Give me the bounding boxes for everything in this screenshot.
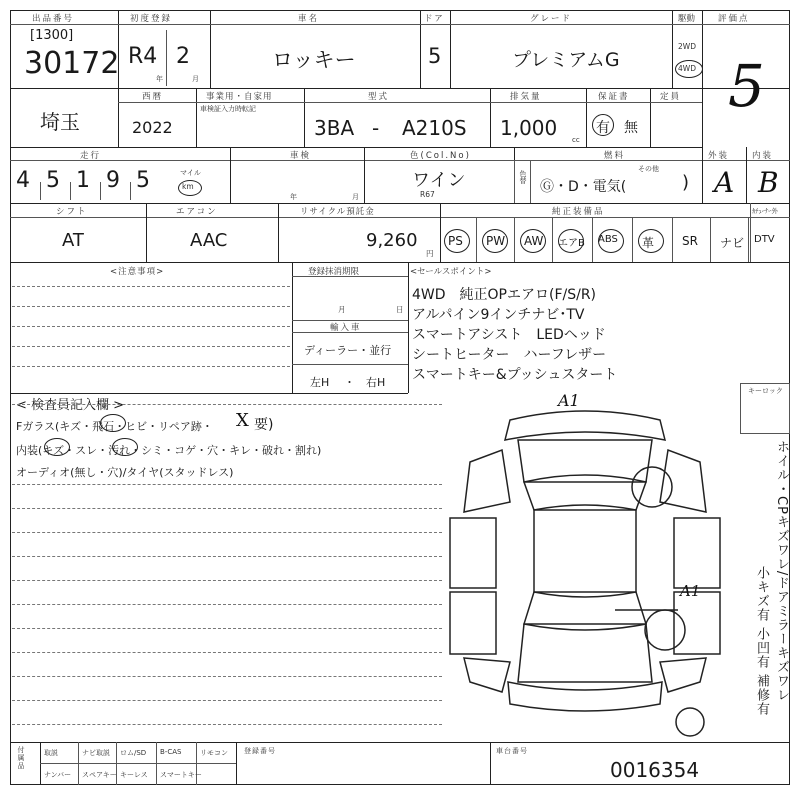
chassis-number: 0016354 [610, 758, 700, 782]
divider [702, 24, 790, 25]
divider [514, 160, 515, 203]
mileage-digit: 4 [16, 168, 30, 193]
left-front-fender [464, 450, 510, 512]
doors-label: ドア [424, 14, 445, 24]
divider [118, 102, 702, 103]
glass-stone-circle [100, 414, 126, 432]
accessory-cell: 取説 [44, 749, 58, 757]
tailgate [518, 624, 652, 682]
grade-value: プレミアムG [512, 49, 620, 71]
divider [408, 262, 409, 393]
yen-unit: 円 [426, 249, 434, 258]
drive-2wd: 2WD [678, 42, 696, 51]
divider [632, 217, 633, 262]
divider [10, 203, 790, 204]
grade-label: グレード [530, 14, 573, 24]
deadline-day-unit: 日 [396, 305, 404, 314]
year-label: 西暦 [142, 92, 164, 102]
dealer-parallel: ディーラー・並行 [304, 344, 392, 357]
accessory-cell: スマートキー [160, 771, 202, 779]
unit-mile: マイル [180, 169, 201, 177]
caution-line [12, 346, 290, 347]
divider [672, 10, 673, 88]
divider [514, 217, 515, 262]
ac-label: エアコン [176, 207, 218, 217]
accessory-cell: ロム/SD [120, 749, 147, 757]
divider [490, 88, 491, 147]
caution-label: <注意事項> [110, 267, 165, 277]
caution-line [12, 326, 290, 327]
color-code: R67 [420, 190, 435, 199]
divider [586, 88, 587, 147]
right-rear-door [674, 592, 720, 654]
divider [10, 217, 790, 218]
right-front-door [674, 518, 720, 588]
car-diagram [440, 392, 730, 742]
damage-mark-right: A1 [680, 582, 701, 600]
glass-mark: X [236, 410, 249, 431]
color-name: ワイン [412, 170, 466, 191]
divider [10, 24, 702, 25]
inspection-label: 車検 [290, 151, 312, 161]
inspection-year-unit: 年 [290, 193, 297, 201]
model-year: 2022 [132, 118, 173, 137]
deadline-month-unit: 月 [338, 305, 346, 314]
sales-point: シートヒーター ハーフレザー [412, 347, 607, 363]
evaluation-score: 5 [728, 52, 765, 120]
separator-dot: ・ [344, 376, 355, 389]
inspector-line [12, 580, 442, 581]
mileage-digit: 9 [106, 168, 120, 193]
inspector-line [12, 532, 442, 533]
divider [118, 88, 119, 147]
reg-no-label: 登録番号 [244, 747, 276, 755]
exterior-grade: A [714, 166, 735, 199]
color-label: 色(Col.No) [410, 151, 471, 161]
shift-label: シフト [56, 207, 88, 217]
fuel-options: Ⓖ・D・電気( [540, 179, 627, 195]
divider [40, 182, 41, 200]
equipment-item: PW [486, 234, 506, 248]
displacement: 1,000 [500, 116, 558, 140]
inspector-line [12, 724, 442, 725]
right-hand: 右H [366, 376, 386, 389]
model-name: ロッキー [272, 48, 356, 72]
divider [490, 742, 491, 785]
inspector-line [12, 404, 442, 405]
divider [278, 203, 279, 262]
ac-value: AAC [190, 230, 228, 251]
front-bumper [505, 411, 665, 440]
interior-stain-circle [112, 438, 138, 456]
divider [702, 147, 703, 203]
ownership-label: 事業用・自家用 [206, 92, 273, 102]
era-year: R4 [128, 44, 158, 69]
accessories-label: 付属品 [17, 746, 25, 770]
warranty-no: 無 [624, 120, 638, 136]
cc-unit: cc [572, 136, 580, 144]
divider [196, 88, 197, 147]
divider [476, 217, 477, 262]
divider [10, 88, 790, 89]
divider [440, 203, 441, 262]
divider [146, 203, 147, 262]
model-label: 車名 [298, 14, 320, 24]
right-front-fender [660, 450, 706, 512]
right-rear-quarter [660, 658, 706, 692]
divider [304, 88, 305, 147]
windshield [524, 475, 646, 510]
divider [364, 147, 365, 203]
capacity-label: 定員 [660, 92, 682, 102]
divider [236, 742, 237, 785]
interior-note: 内装(キズ・スレ・汚れ・シミ・コゲ・穴・キレ・破れ・割れ) [16, 444, 322, 457]
inspector-line [12, 700, 442, 701]
inspector-line [12, 652, 442, 653]
divider [672, 217, 673, 262]
color-change-label: 色替 [519, 170, 527, 184]
divider [292, 364, 408, 365]
sales-point: アルパイン9インチナビ･TV [412, 307, 585, 323]
model-code: A210S [402, 116, 467, 140]
fuel-label: 燃料 [604, 151, 626, 161]
divider [530, 160, 531, 203]
region: 埼玉 [40, 110, 80, 134]
accessory-cell: ナンバー [44, 771, 72, 779]
glass-note: Fガラス(キズ・飛石・ヒビ・リペア跡・ [16, 420, 213, 433]
damage-mark-front: A1 [558, 392, 580, 410]
equipment-item: PS [448, 234, 463, 248]
import-label: 輸入車 [330, 323, 362, 333]
rear-right-wheel [645, 610, 685, 650]
divider [10, 742, 790, 743]
rear-bumper [508, 682, 662, 711]
equipment-item: エアB [558, 238, 585, 249]
accessory-cell: リモコン [200, 749, 228, 757]
divider [210, 10, 211, 88]
type-prefix: 3BA [314, 116, 355, 140]
divider [450, 10, 451, 88]
displacement-label: 排気量 [510, 92, 542, 102]
shift-value: AT [62, 230, 84, 251]
sales-point: 4WD 純正OPエアロ(F/S/R) [412, 287, 597, 303]
inspector-line [12, 556, 442, 557]
door-count: 5 [428, 44, 442, 68]
sales-points-label: <セールスポイント> [410, 267, 492, 277]
equipment-item: ABS [598, 234, 618, 245]
warranty-yes: 有 [596, 120, 610, 136]
drive-label: 駆動 [678, 14, 696, 24]
recycle-amount: 9,260 [366, 230, 418, 251]
roof [534, 510, 636, 592]
equipment-label: 純正装備品 [552, 207, 605, 217]
divider [746, 147, 747, 203]
month-unit: 月 [192, 75, 199, 83]
recycle-label: リサイクル預託金 [300, 207, 375, 217]
interior-label: 内装 [752, 151, 774, 161]
divider [710, 217, 711, 262]
inspector-line [12, 484, 442, 485]
mileage-digit: 5 [136, 168, 150, 193]
accessory-cell: スペアキー [82, 771, 117, 779]
mileage-label: 走行 [80, 151, 102, 161]
mileage-digit: 5 [46, 168, 60, 193]
glass-tail: 要) [254, 417, 274, 433]
damage-marks-legend: 小キズ有 小凹有 補修有 [754, 566, 769, 717]
inspector-line [12, 628, 442, 629]
divider [748, 217, 749, 262]
lot-sub-code: [1300] [30, 28, 74, 43]
mileage-digit: 1 [76, 168, 90, 193]
divider [750, 203, 751, 262]
inspector-heading: < 検査員記入欄 > [16, 398, 125, 413]
divider [552, 217, 553, 262]
inspector-line [12, 508, 442, 509]
caution-line [12, 286, 290, 287]
divider [592, 217, 593, 262]
damage-legend: ホイル・CPキズワレ/ドアミラーキズワレ [774, 440, 789, 703]
left-hand: 左H [310, 376, 330, 389]
first-registration-label: 初度登録 [130, 14, 173, 24]
divider [70, 182, 71, 200]
divider [130, 182, 131, 200]
divider [702, 10, 703, 147]
tuner-label: ｶﾁｭｰﾅｰ外 [752, 207, 778, 215]
divider [650, 88, 651, 147]
deadline-label: 登録抹消期限 [308, 267, 360, 277]
spare-wheel [676, 708, 704, 736]
chassis-label: 車台番号 [496, 747, 528, 755]
left-front-door [450, 518, 496, 588]
equipment-item: ナビ [720, 236, 745, 250]
interior-grade: B [758, 166, 779, 199]
drive-4wd: 4WD [678, 64, 696, 73]
left-rear-quarter [464, 658, 510, 692]
inspector-line [12, 604, 442, 605]
divider [10, 160, 790, 161]
divider [10, 147, 702, 148]
sales-point: スマートキー&プッシュスタート [412, 367, 618, 383]
audio-tire-note: オーディオ(無し・穴)/タイヤ(スタッドレス) [16, 466, 234, 479]
fuel-close: ) [682, 172, 690, 193]
left-rear-door [450, 592, 496, 654]
ownership-sub: 車検証入力時転記 [200, 105, 256, 113]
divider [40, 763, 236, 764]
equipment-item: DTV [754, 234, 775, 245]
divider [292, 262, 293, 393]
sales-point: スマートアシスト LEDヘッド [412, 327, 606, 343]
caution-line [12, 366, 290, 367]
lot-number: 30172 [24, 46, 120, 81]
registration-month: 2 [176, 44, 190, 69]
divider [10, 262, 790, 263]
lot-number-label: 出品番号 [32, 14, 75, 24]
inspection-month-unit: 月 [352, 193, 359, 201]
equipment-item: 革 [642, 236, 655, 250]
equipment-item: SR [682, 234, 698, 248]
caution-line [12, 306, 290, 307]
key-lock-label: キーロック [748, 387, 783, 395]
divider [166, 30, 167, 86]
accessory-cell: B-CAS [160, 748, 182, 756]
inspector-line [12, 676, 442, 677]
fuel-other-label: その他 [638, 165, 659, 173]
equipment-item: AW [524, 234, 544, 248]
divider [230, 147, 231, 203]
year-unit: 年 [156, 75, 163, 83]
interior-scratch-circle [44, 438, 70, 456]
unit-km: km [182, 182, 194, 191]
divider [100, 182, 101, 200]
exterior-label: 外装 [708, 151, 730, 161]
front-right-wheel [632, 467, 672, 507]
accessory-cell: キーレス [120, 771, 148, 779]
warranty-label: 保証書 [598, 92, 630, 102]
accessory-cell: ナビ取説 [82, 749, 110, 757]
type-dash: - [372, 116, 380, 140]
divider [420, 10, 421, 88]
score-label: 評価点 [718, 14, 750, 24]
type-label: 型式 [368, 92, 390, 102]
